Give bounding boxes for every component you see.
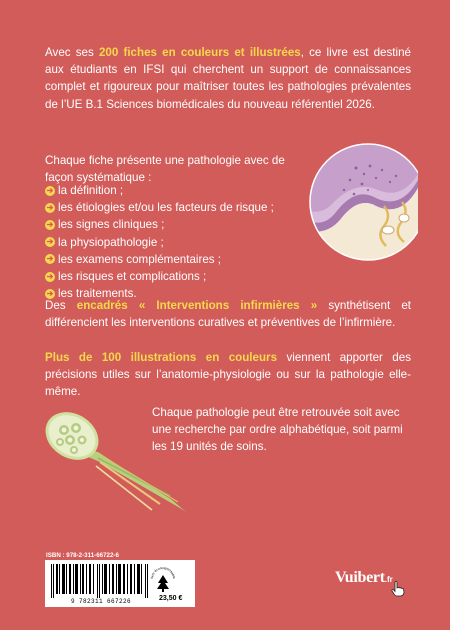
bullet-item bbox=[45, 234, 295, 251]
eco-tree-icon bbox=[149, 563, 177, 597]
bullet-text: les signes cliniques ; bbox=[58, 218, 165, 232]
eco-label: livre écoresponsable bbox=[149, 565, 177, 580]
publisher-logo bbox=[335, 569, 393, 587]
price: 23,50 € bbox=[159, 595, 183, 602]
barcode-box bbox=[45, 560, 195, 607]
bullet-item bbox=[45, 199, 295, 216]
publisher-tld: .fr bbox=[384, 575, 393, 584]
arrow-bullet-icon: ➔ bbox=[46, 202, 54, 212]
bullet-text: la définition ; bbox=[58, 184, 124, 197]
encadres-highlight: encadrés « Interventions infirmières » bbox=[76, 299, 318, 312]
retrouvee-paragraph: Chaque pathologie peut être retrouvée soit avec une recherche par ordre alphabétique, soit parmi les 19 unités de soins. bbox=[152, 406, 403, 454]
fiche-lead: Chaque fiche présente une pathologie avec de façon systématique : bbox=[45, 154, 285, 185]
bullet-text: les traitements. bbox=[58, 287, 137, 301]
publisher-name: Vuibert bbox=[335, 569, 385, 586]
barcode-digits: 9 782311 667226 bbox=[70, 598, 131, 605]
intro-paragraph bbox=[45, 44, 411, 113]
bullet-text: les risques et complications ; bbox=[58, 269, 207, 283]
pointing-hand-icon bbox=[390, 581, 406, 597]
arrow-bullet-icon: ➔ bbox=[46, 219, 54, 229]
arrow-bullet-icon: ➔ bbox=[46, 237, 54, 247]
encadres-paragraph bbox=[45, 297, 411, 331]
encadres-before: Des bbox=[45, 299, 77, 312]
intro-highlight: 200 fiches en couleurs et illustrées bbox=[98, 46, 301, 59]
bullet-item bbox=[45, 216, 295, 233]
isbn-label: ISBN : 978-2-311-66722-6 bbox=[46, 552, 119, 559]
bullet-text: la physiopathologie ; bbox=[58, 235, 164, 249]
illustrations-after: viennent apporter des précisions utiles sur l’anatomie-physiologie ou sur la pathologie elle-même. bbox=[45, 351, 412, 399]
illustrations-paragraph bbox=[45, 349, 411, 401]
arrow-bullet-icon: ➔ bbox=[46, 271, 54, 281]
intro-before: Avec ses bbox=[45, 46, 99, 59]
skin-illustration bbox=[306, 140, 418, 268]
barcode bbox=[51, 564, 149, 598]
fiche-bullet-list bbox=[45, 182, 295, 302]
illustrations-highlight: Plus de 100 illustrations en couleurs bbox=[45, 351, 278, 364]
bullet-item bbox=[45, 251, 295, 268]
bullet-text: les étiologies et/ou les facteurs de risque ; bbox=[58, 201, 274, 215]
bullet-text: les examens complémentaires ; bbox=[58, 252, 222, 266]
bullet-item bbox=[45, 182, 295, 199]
arrow-bullet-icon: ➔ bbox=[46, 254, 54, 264]
arrow-bullet-icon: ➔ bbox=[46, 185, 54, 195]
bullet-item bbox=[45, 268, 295, 285]
encadres-after: synthétisent et différencient les interventions curatives et préventives de l’infirmière. bbox=[45, 299, 412, 330]
intro-after: , ce livre est destiné aux étudiants en IFSI qui cherchent un support de connaissances complet et rigoureux pour maîtriser toutes les pathologies prévalentes de l’UE B.1 Sciences biomédicales du nouveau référentiel 2026. bbox=[45, 46, 411, 111]
arrow-bullet-icon: ➔ bbox=[46, 288, 54, 298]
